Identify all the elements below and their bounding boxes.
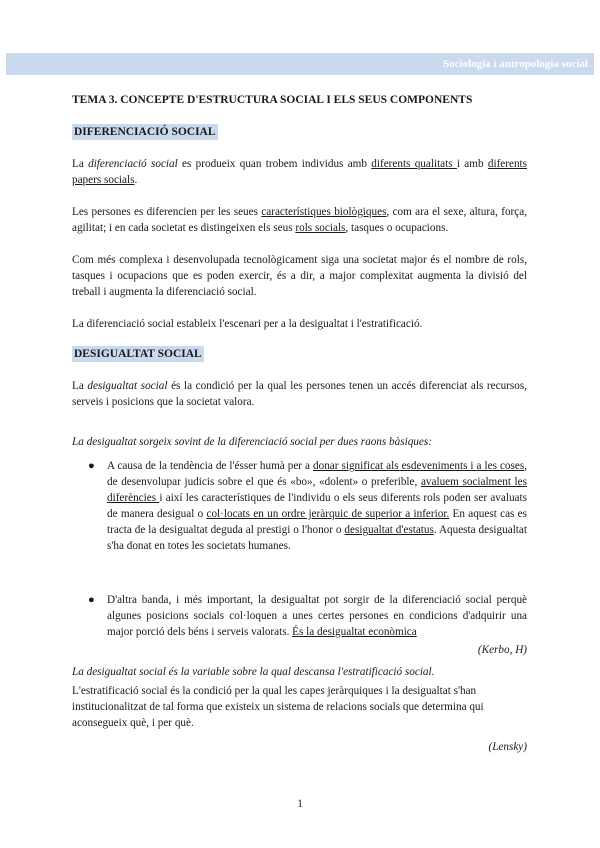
emphasis: desigualtat social (87, 380, 168, 392)
stratification-statement: La desigualtat social és la variable sobre la qual descansa l'estratificació social. (72, 666, 435, 678)
text: , com ara el sexe, altura, força, agilitat; i en cada societat es distingeixen els seus (72, 206, 527, 234)
text: , de desenvolupar judicis sobre el que és «bo», «dolent» o preferible, (107, 460, 527, 488)
emphasis: diferenciació social (88, 158, 178, 170)
paragraph: L'estratificació social és la condició per la qual les capes jeràrquiques i la desigualtat s'han institucionalitzat de tal forma que existeix un sistema de relacions socials que determina qui aconsegueix què, i per què. (72, 685, 484, 729)
underlined-term: rols socials (295, 222, 346, 234)
text: i amb (456, 158, 488, 170)
citation: (Lensky) (488, 741, 527, 753)
text: . (134, 174, 138, 186)
underlined-term: col·locats en un ordre jeràrquic de superior a inferior. (206, 508, 450, 520)
section-heading-wrap (72, 124, 527, 140)
underlined-term: característiques biològiques (261, 206, 387, 218)
text: En aquest cas es tracta de la desigualtat deguda al prestigi o l'honor o (107, 508, 527, 536)
paragraph: Com més complexa i desenvolupada tecnològicament siga una societat major és el nombre de rols, tasques i ocupacions que es poden exercir, és a dir, a major complexitat augmenta la divisió del treball i augmenta la diferenciació social. (72, 254, 527, 298)
page-number: 1 (297, 798, 303, 810)
paragraph (72, 204, 527, 236)
document-title: TEMA 3. CONCEPTE D'ESTRUCTURA SOCIAL I ELS SEUS COMPONENTS (72, 94, 473, 106)
underlined-term: diferents qualitats (371, 158, 457, 170)
underlined-term: avaluem socialment les diferències (107, 476, 527, 504)
paragraph (72, 378, 527, 410)
paragraph (72, 156, 527, 188)
section-heading-wrap (72, 346, 527, 362)
underlined-term: desigualtat d'estatus (344, 524, 434, 536)
citation: (Kerbo, H) (477, 644, 527, 656)
reasons-list (72, 458, 527, 640)
running-title: Sociologia i antropologia social (443, 58, 588, 70)
section-heading-desigualtat: DESIGUALTAT SOCIAL (74, 348, 202, 360)
text: . Aquesta desigualtat s'ha donat en totes les societats humanes. (107, 524, 527, 552)
underlined-term: donar significat als esdeveniments i a les coses (313, 460, 525, 472)
list-item (72, 458, 527, 554)
bullet-icon: ● (88, 460, 95, 472)
text: La (72, 158, 89, 170)
text: La (72, 380, 88, 392)
section-heading-diferenciacio: DIFERENCIACIÓ SOCIAL (74, 126, 216, 138)
text: és la condició per la qual les persones tenen un accés diferenciat als recursos, serveis i posicions que la societat valora. (72, 380, 527, 408)
header-band (6, 53, 594, 75)
bullet-icon: ● (88, 594, 95, 606)
paragraph: La diferenciació social estableix l'escenari per a la desigualtat i l'estratificació. (72, 318, 423, 330)
intro-line: La desigualtat sorgeix sovint de la diferenciació social per dues raons bàsiques: (72, 436, 432, 448)
text: es produeix quan trobem individus amb (177, 158, 372, 170)
underlined-term: diferents papers socials (72, 158, 528, 186)
text: A causa de la tendència de l'ésser humà per a (107, 460, 314, 472)
text: D'altra banda, i més important, la desigualtat pot sorgir de la diferenciació social perquè algunes posicions socials col·loquen a unes certes persones en condicions d'adquirir una major porció dels béns i serveis valorats. (107, 594, 527, 638)
page-content (72, 92, 527, 755)
text: Les persones es diferencien per les seues (72, 206, 262, 218)
text: i així les característiques de l'individu o els seus diferents rols poden ser avaluats de manera desigual o (107, 492, 527, 520)
text: , tasques o ocupacions. (345, 222, 449, 234)
underlined-term: És la desigualtat econòmica (292, 626, 417, 638)
list-item (72, 592, 527, 640)
